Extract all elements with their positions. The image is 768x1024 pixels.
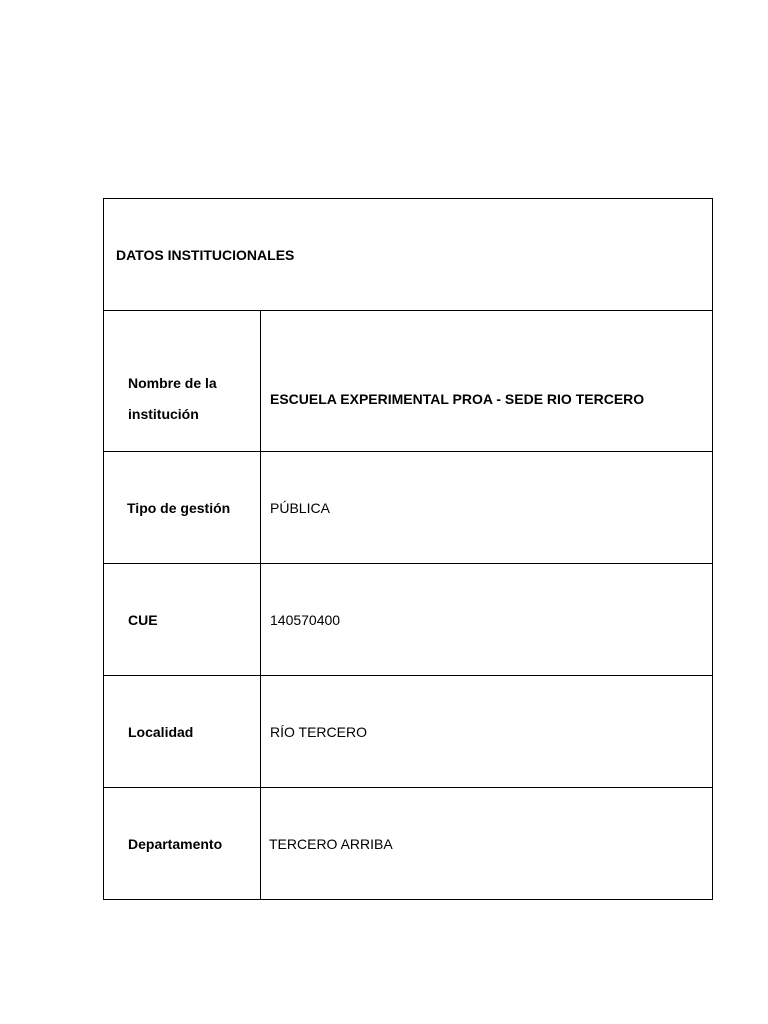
table-row: [104, 676, 713, 788]
value-cue: 140570400: [270, 611, 341, 628]
value-cell-tipo: [261, 452, 713, 564]
table-row: [104, 564, 713, 676]
table-row: [104, 452, 713, 564]
label-nombre-institucion: Nombre de la institución: [128, 374, 217, 422]
label-cell-tipo: [104, 452, 261, 564]
label-cell-nombre: [104, 311, 261, 452]
table-header-row: [104, 199, 713, 311]
label-cell-departamento: [104, 788, 261, 900]
value-cell-cue: [261, 564, 713, 676]
section-title: DATOS INSTITUCIONALES: [116, 246, 295, 263]
label-cell-cue: [104, 564, 261, 676]
value-nombre-institucion: ESCUELA EXPERIMENTAL PROA - SEDE RIO TERCERO: [270, 390, 645, 407]
table-row: [104, 311, 713, 452]
table-header-cell: [104, 199, 713, 311]
label-cue: CUE: [128, 611, 158, 628]
value-localidad: RÍO TERCERO: [270, 723, 367, 740]
value-cell-nombre: [261, 311, 713, 452]
label-localidad: Localidad: [128, 723, 194, 740]
value-departamento: TERCERO ARRIBA: [269, 835, 393, 852]
value-cell-departamento: [261, 788, 713, 900]
value-cell-localidad: [261, 676, 713, 788]
table-row: [104, 788, 713, 900]
datos-institucionales-table: [103, 198, 713, 900]
value-tipo-gestion: PÚBLICA: [270, 499, 330, 516]
label-tipo-gestion: Tipo de gestión: [127, 499, 231, 516]
label-cell-localidad: [104, 676, 261, 788]
label-departamento: Departamento: [128, 835, 223, 852]
